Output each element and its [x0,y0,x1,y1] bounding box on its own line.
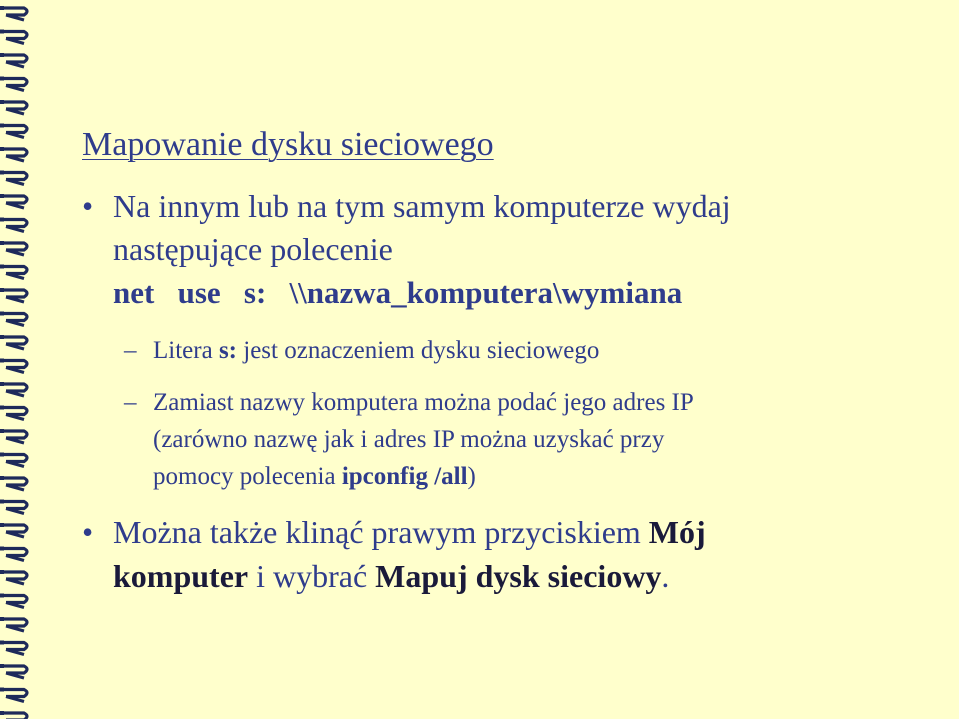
sub1-pre: Litera [153,337,219,364]
spiral-hole [0,77,4,81]
sub2-post: ) [467,463,476,490]
sub1-post: jest oznaczeniem dysku sieciowego [237,337,600,364]
spiral-hole [0,218,4,222]
bullet-1-line-2: następujące polecenie [113,231,393,267]
spiral-ring [2,220,27,232]
sub-bullet-1-text [153,334,599,368]
spiral-ring [2,173,27,185]
spiral-ring [2,149,27,161]
sub-bullet-2-line-1: Zamiast nazwy komputera można podać jego adres IP [153,389,694,416]
spiral-ring [2,431,27,443]
slide-title: Mapowanie dysku sieciowego [82,126,494,163]
spiral-hole [0,711,4,715]
spiral-hole [0,171,4,175]
spiral-hole [0,382,4,386]
bullet-icon: • [82,188,94,224]
sub-bullet-2-line-2: (zarówno nazwę jak i adres IP można uzyskać przy [153,426,665,453]
spiral-hole [0,547,4,551]
spiral-ring [2,643,27,655]
spiral-hole [0,53,4,57]
b2-bold-3: Mapuj dysk sieciowy [375,558,662,594]
spiral-hole [0,570,4,574]
spiral-ring [2,32,27,44]
spiral-ring [2,267,27,279]
dash-icon: – [124,337,137,364]
spiral-hole [0,500,4,504]
spiral-ring [2,502,27,514]
spiral-ring [2,337,27,349]
bullet-2-line-1 [113,512,706,552]
spiral-ring [2,8,27,20]
sub1-bold: s: [218,337,237,364]
spiral-hole [0,30,4,34]
spiral-ring [2,126,27,138]
spiral-ring [2,525,27,537]
spiral-hole [0,617,4,621]
spiral-ring [2,713,27,719]
spiral-hole [0,265,4,269]
b2-pre: Można także klinąć prawym przyciskiem [113,514,649,550]
sub2-pre: pomocy polecenia [153,463,342,490]
spiral-ring [2,384,27,396]
command-text: net use s: \\nazwa_komputera\wymiana [113,275,683,310]
spiral-ring [2,596,27,608]
spiral-hole [0,641,4,645]
spiral-ring [2,619,27,631]
b2-bold-1: Mój [648,514,706,550]
spiral-hole [0,688,4,692]
spiral-ring [2,243,27,255]
spiral-ring [2,572,27,584]
spiral-hole [0,147,4,151]
spiral-ring [2,79,27,91]
spiral-hole [0,406,4,410]
spiral-ring [2,408,27,420]
spiral-hole [0,359,4,363]
spiral-hole [0,523,4,527]
spiral-ring [2,361,27,373]
spiral-hole [0,429,4,433]
spiral-hole [0,664,4,668]
spiral-ring [2,455,27,467]
spiral-hole [0,100,4,104]
spiral-ring [2,196,27,208]
spiral-hole [0,453,4,457]
sub2-bold: ipconfig /all [341,463,468,490]
b2-bold-2: komputer [113,558,249,594]
spiral-hole [0,476,4,480]
b2-mid: i wybrać [248,558,376,594]
spiral-ring [2,478,27,490]
spiral-ring [2,102,27,114]
bullet-icon: • [82,514,94,550]
bullet-1-line-1: Na innym lub na tym samym komputerze wydaj [113,188,731,224]
spiral-ring [2,290,27,302]
spiral-hole [0,6,4,10]
spiral-hole [0,312,4,316]
sub-bullet-2-line-3 [153,460,476,494]
spiral-ring [2,314,27,326]
spiral-binding [0,0,34,719]
spiral-hole [0,124,4,128]
spiral-hole [0,335,4,339]
spiral-hole [0,594,4,598]
dash-icon: – [124,389,137,416]
b2-post: . [661,558,670,594]
spiral-hole [0,288,4,292]
spiral-ring [2,55,27,67]
spiral-ring [2,666,27,678]
bullet-2-line-2 [113,556,669,596]
spiral-ring [2,549,27,561]
spiral-ring [2,690,27,702]
spiral-hole [0,194,4,198]
spiral-hole [0,241,4,245]
